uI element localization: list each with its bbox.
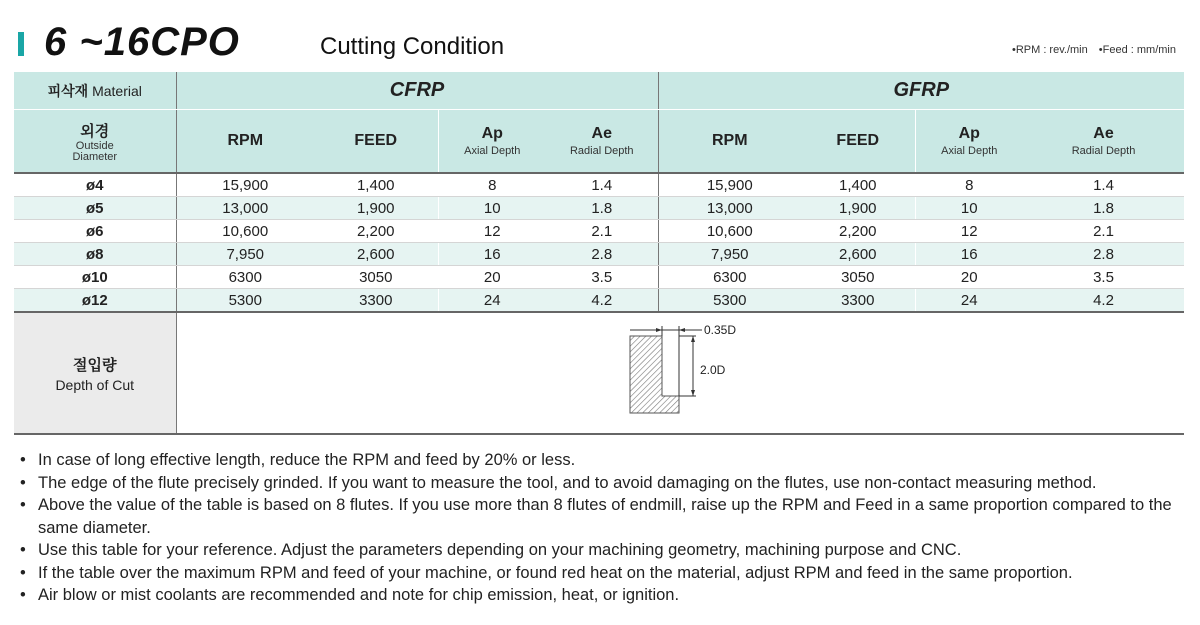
cfrp-ap-sub: Axial Depth <box>464 145 521 157</box>
cfrp-ap-cell: 10 <box>438 197 546 220</box>
cfrp-feed-label: FEED <box>354 132 398 149</box>
gfrp-feed-cell: 2,600 <box>801 243 915 266</box>
diameter-cell: ø12 <box>14 289 176 313</box>
cfrp-feed-cell: 2,600 <box>314 243 438 266</box>
page-subtitle: Cutting Condition <box>320 33 505 60</box>
cfrp-rpm-cell: 7,950 <box>176 243 314 266</box>
gfrp-ap-header <box>915 110 1023 174</box>
gfrp-rpm-cell: 6300 <box>658 266 801 289</box>
gfrp-ae-cell: 4.2 <box>1023 289 1184 313</box>
gfrp-header: GFRP <box>658 72 1184 110</box>
cfrp-ae-cell: 2.8 <box>546 243 658 266</box>
gfrp-ae-cell: 2.1 <box>1023 220 1184 243</box>
workpiece-hatch <box>630 336 679 413</box>
cfrp-ap-cell: 24 <box>438 289 546 313</box>
gfrp-ae-sub: Radial Depth <box>1071 145 1136 157</box>
header-row-params <box>14 110 1184 174</box>
gfrp-rpm-header <box>658 110 801 174</box>
depth-of-cut-ko: 절입량 <box>73 356 117 374</box>
cfrp-rpm-header <box>176 110 314 174</box>
gfrp-ap-cell: 8 <box>915 173 1023 197</box>
depth-of-cut-diagram-cell <box>176 312 1184 434</box>
gfrp-feed-cell: 3300 <box>801 289 915 313</box>
depth-of-cut-en: Depth of Cut <box>55 376 135 393</box>
note-bullet: • <box>20 496 26 514</box>
gfrp-ap-cell: 10 <box>915 197 1023 220</box>
model-title: 6 ~16CPO <box>44 20 240 64</box>
note-text: If the table over the maximum RPM and feed of your machine, or found red heat on the material, adjust RPM and feed in the same proportion. <box>38 563 1073 582</box>
depth-of-cut-label <box>14 312 176 434</box>
note-bullet: • <box>20 541 26 559</box>
gfrp-ae-cell: 2.8 <box>1023 243 1184 266</box>
table-row <box>14 220 1184 243</box>
cfrp-ae-label: Ae <box>591 125 612 142</box>
diameter-cell: ø6 <box>14 220 176 243</box>
depth-of-cut-diagram <box>590 318 770 428</box>
gfrp-ap-cell: 24 <box>915 289 1023 313</box>
od-label-ko: 외경 <box>80 122 110 140</box>
gfrp-ae-label: Ae <box>1093 125 1114 142</box>
gfrp-ap-cell: 20 <box>915 266 1023 289</box>
ae-arrow-left <box>656 328 662 332</box>
rpm-unit: •RPM : rev./min <box>1011 44 1088 56</box>
note-text: Air blow or mist coolants are recommended and note for chip emission, heat, or ignition. <box>38 586 680 604</box>
cfrp-ap-cell: 20 <box>438 266 546 289</box>
table-row <box>14 243 1184 266</box>
gfrp-ap-sub: Axial Depth <box>941 145 998 157</box>
cfrp-feed-header <box>314 110 438 174</box>
gfrp-feed-cell: 2,200 <box>801 220 915 243</box>
table-row <box>14 289 1184 313</box>
cfrp-feed-cell: 1,400 <box>314 173 438 197</box>
od-label-en1: Outside <box>75 139 114 152</box>
cfrp-ae-sub: Radial Depth <box>569 145 634 157</box>
ae-arrow-right <box>679 328 685 332</box>
diameter-cell: ø8 <box>14 243 176 266</box>
gfrp-ap-label: Ap <box>958 125 980 142</box>
cfrp-ap-cell: 16 <box>438 243 546 266</box>
cfrp-ae-cell: 1.4 <box>546 173 658 197</box>
cfrp-rpm-cell: 5300 <box>176 289 314 313</box>
cfrp-ap-header <box>438 110 546 174</box>
note-bullet: • <box>20 563 26 582</box>
cfrp-ae-cell: 3.5 <box>546 266 658 289</box>
note-text: The edge of the flute precisely grinded. If you want to measure the tool, and to avoid damaging on the flutes, use non-contact measuring method. <box>38 473 1097 492</box>
cfrp-feed-cell: 3300 <box>314 289 438 313</box>
gfrp-ae-header <box>1023 110 1184 174</box>
od-label-en2: Diameter <box>72 150 118 163</box>
cfrp-rpm-cell: 13,000 <box>176 197 314 220</box>
table-row <box>14 173 1184 197</box>
note-item <box>20 472 1190 495</box>
title-accent-bar <box>18 32 24 56</box>
cfrp-ap-cell: 12 <box>438 220 546 243</box>
gfrp-feed-cell: 1,400 <box>801 173 915 197</box>
note-bullet: • <box>20 473 26 492</box>
note-item <box>20 449 1190 472</box>
gfrp-feed-label: FEED <box>836 132 880 149</box>
gfrp-ae-cell: 3.5 <box>1023 266 1184 289</box>
gfrp-rpm-cell: 7,950 <box>658 243 801 266</box>
gfrp-rpm-cell: 10,600 <box>658 220 801 243</box>
gfrp-feed-cell: 3050 <box>801 266 915 289</box>
table-row <box>14 266 1184 289</box>
note-bullet: • <box>20 451 26 469</box>
gfrp-feed-header <box>801 110 915 174</box>
gfrp-ap-cell: 12 <box>915 220 1023 243</box>
depth-of-cut-row <box>14 312 1184 434</box>
cfrp-ae-header <box>546 110 658 174</box>
diameter-cell: ø10 <box>14 266 176 289</box>
gfrp-rpm-cell: 5300 <box>658 289 801 313</box>
gfrp-rpm-cell: 13,000 <box>658 197 801 220</box>
header-row-material <box>14 72 1184 110</box>
ap-arrow-top <box>691 336 695 342</box>
note-text: Above the value of the table is based on 8 flutes. If you use more than 8 flutes of endmill, raise up the RPM and Feed in a same proportion compared to the same diameter. <box>38 496 1172 537</box>
cfrp-ae-cell: 1.8 <box>546 197 658 220</box>
note-item <box>20 494 1190 539</box>
cfrp-feed-cell: 1,900 <box>314 197 438 220</box>
cfrp-rpm-cell: 6300 <box>176 266 314 289</box>
outside-diameter-header <box>14 110 176 174</box>
feed-unit: •Feed : mm/min <box>1098 44 1176 56</box>
ae-dimension-label: 0.35D <box>704 323 737 337</box>
ap-arrow-bottom <box>691 390 695 396</box>
gfrp-ap-cell: 16 <box>915 243 1023 266</box>
gfrp-ae-cell: 1.8 <box>1023 197 1184 220</box>
cfrp-ae-cell: 4.2 <box>546 289 658 313</box>
diameter-cell: ø5 <box>14 197 176 220</box>
note-text: Use this table for your reference. Adjust the parameters depending on your machining geometry, machining purpose and CNC. <box>38 541 962 559</box>
cfrp-ap-cell: 8 <box>438 173 546 197</box>
units-legend <box>1004 44 1176 56</box>
note-bullet: • <box>20 586 26 604</box>
material-label-en: Material <box>92 82 142 99</box>
cutting-condition-table <box>14 72 1184 435</box>
note-item <box>20 539 1190 562</box>
table-row <box>14 197 1184 220</box>
note-text: In case of long effective length, reduce the RPM and feed by 20% or less. <box>38 451 576 469</box>
note-item <box>20 584 1190 607</box>
cfrp-rpm-label: RPM <box>227 132 264 149</box>
material-label-ko: 피삭재 <box>47 82 89 99</box>
gfrp-rpm-cell: 15,900 <box>658 173 801 197</box>
notes-list <box>20 449 1190 607</box>
gfrp-rpm-label: RPM <box>711 132 748 149</box>
diameter-cell: ø4 <box>14 173 176 197</box>
cfrp-feed-cell: 3050 <box>314 266 438 289</box>
cfrp-rpm-cell: 10,600 <box>176 220 314 243</box>
material-header <box>14 72 176 110</box>
cfrp-rpm-cell: 15,900 <box>176 173 314 197</box>
gfrp-ae-cell: 1.4 <box>1023 173 1184 197</box>
ap-dimension-label: 2.0D <box>700 363 726 377</box>
cfrp-feed-cell: 2,200 <box>314 220 438 243</box>
cfrp-ap-label: Ap <box>481 125 503 142</box>
gfrp-feed-cell: 1,900 <box>801 197 915 220</box>
cfrp-header: CFRP <box>176 72 658 110</box>
cfrp-ae-cell: 2.1 <box>546 220 658 243</box>
note-item <box>20 562 1190 585</box>
